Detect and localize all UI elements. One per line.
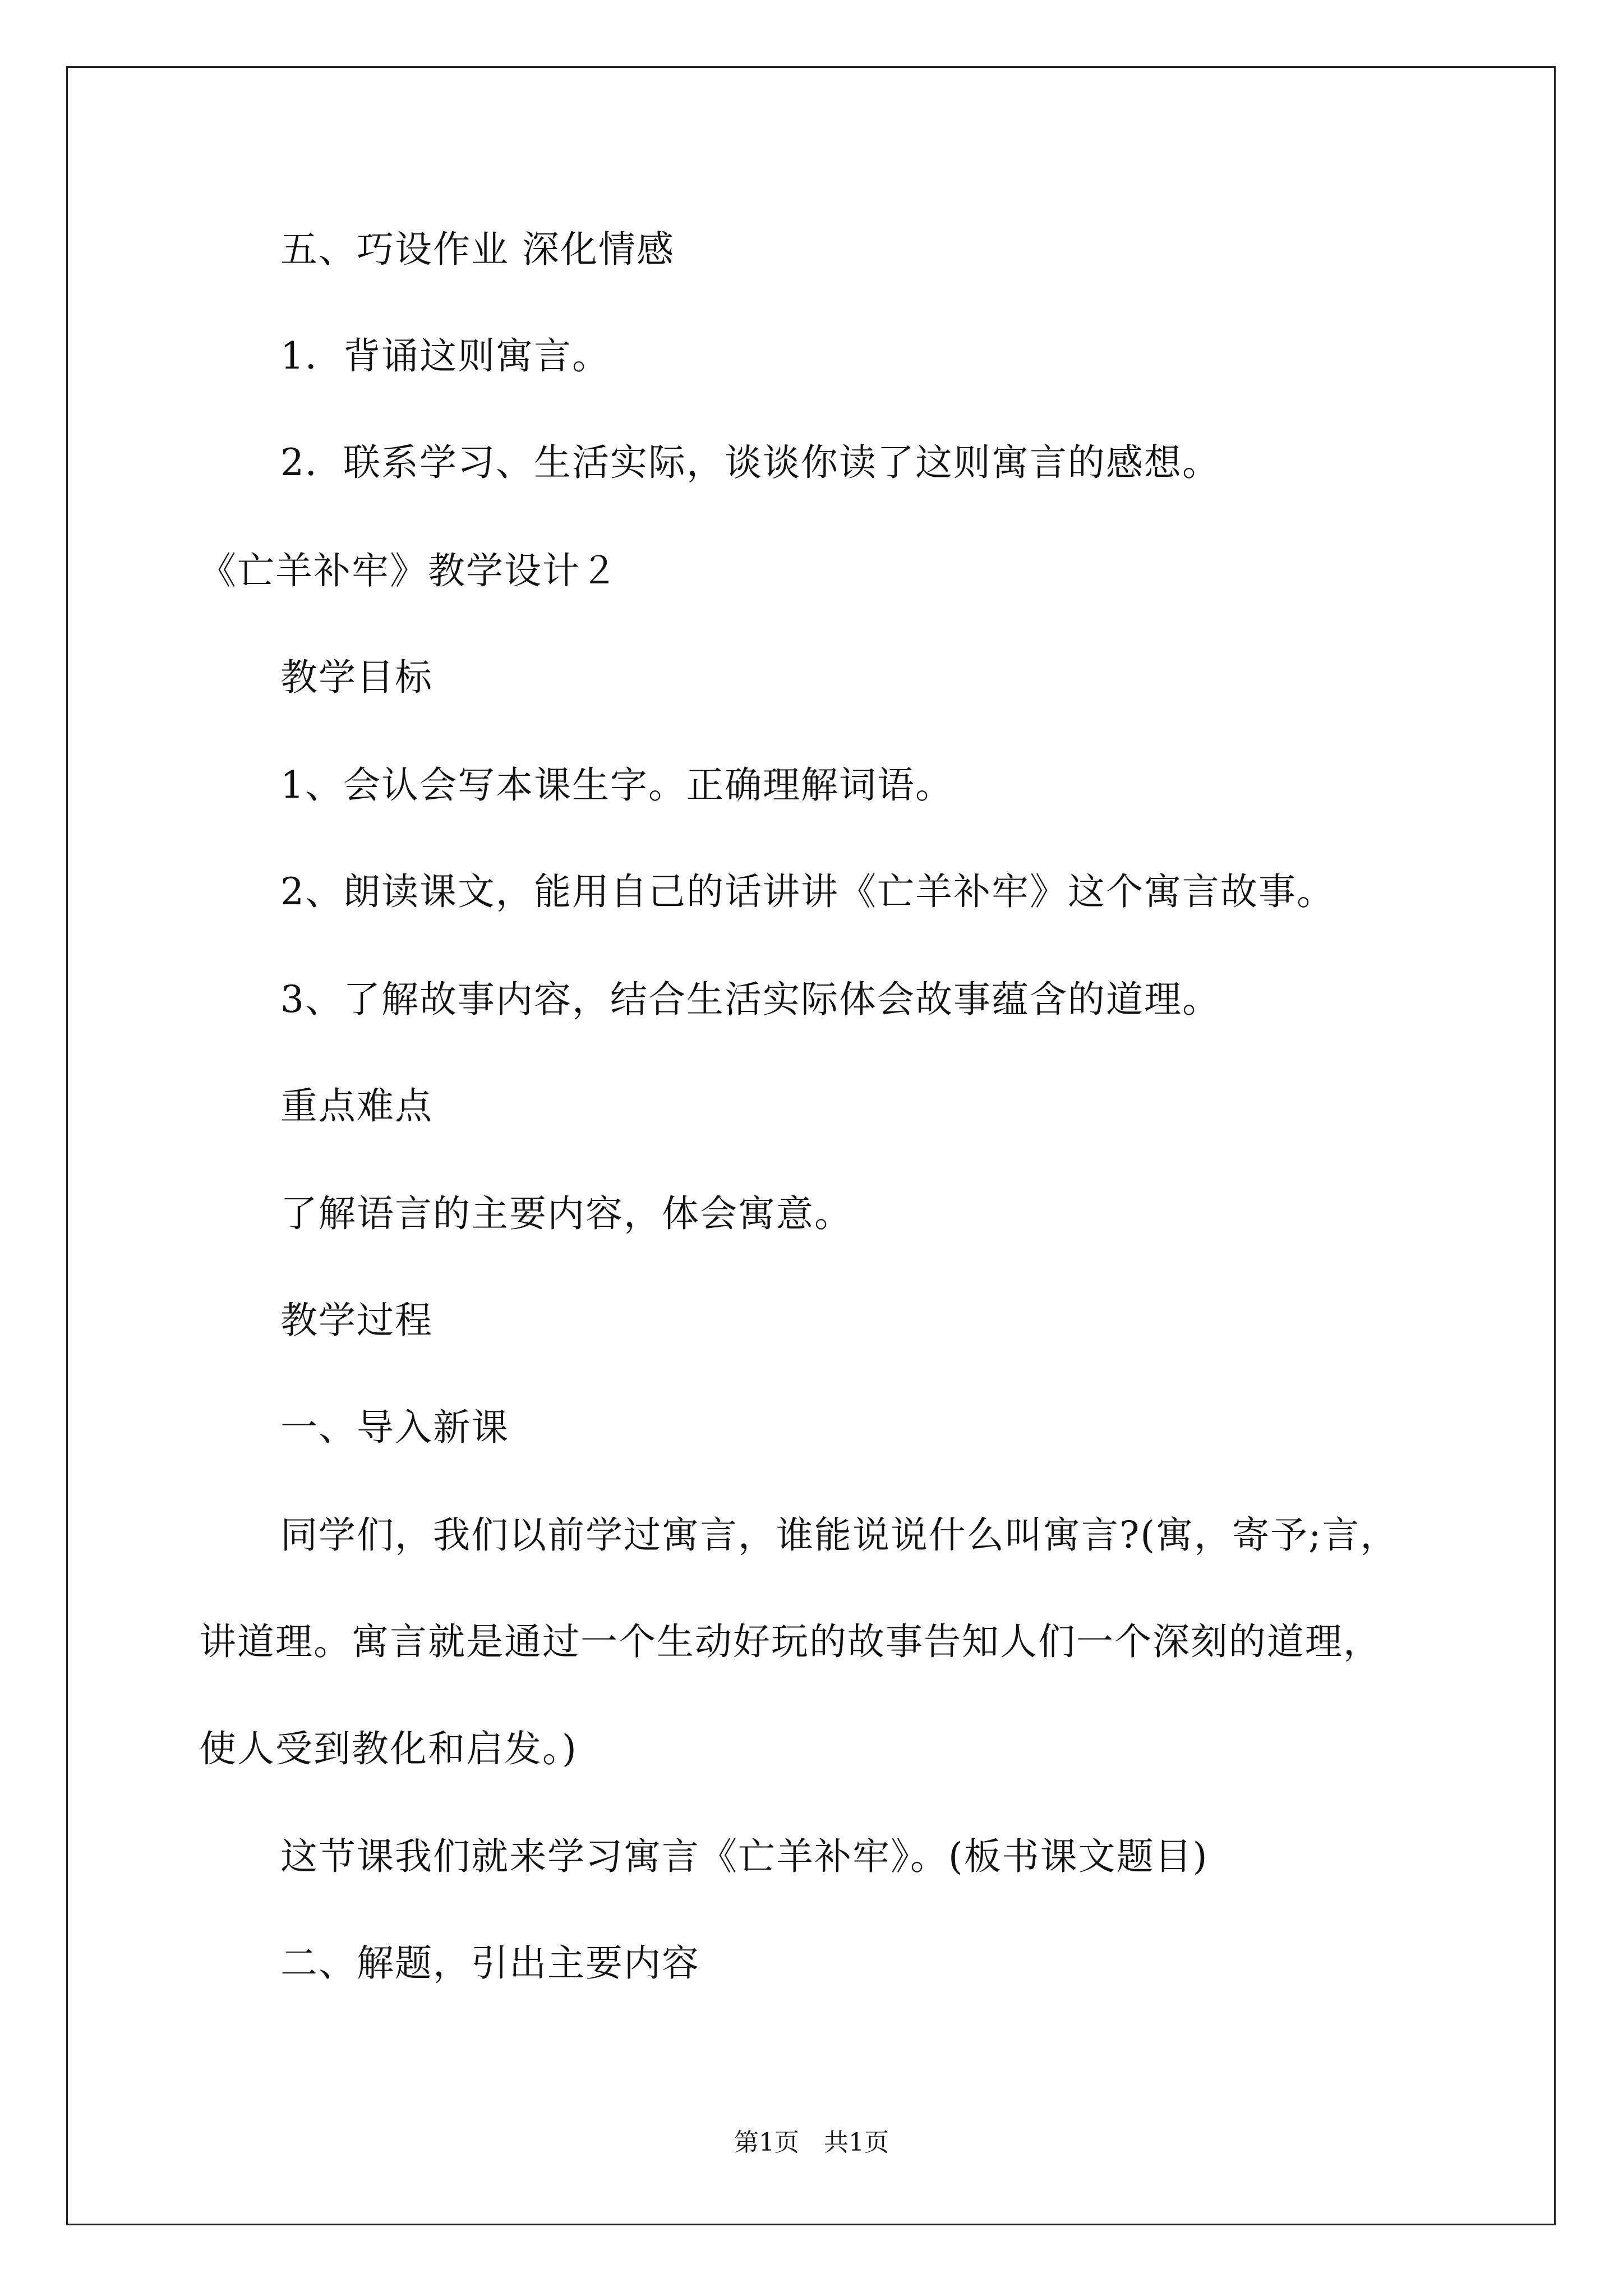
goal-item-3: 3、了解故事内容，结合生活实际体会故事蕴含的道理。 — [280, 978, 1220, 1021]
goal-item-2: 2、朗读课文，能用自己的话讲讲《亡羊补牢》这个寓言故事。 — [280, 870, 1335, 913]
heading-introduction: 一、导入新课 — [280, 1406, 509, 1449]
list-item-reflection: 2．联系学习、生活实际，谈谈你读了这则寓言的感想。 — [280, 441, 1220, 484]
paragraph-line-1: 同学们，我们以前学过寓言，谁能说说什么叫寓言?(寓，寄予;言， — [280, 1513, 1399, 1557]
page-border — [66, 66, 1556, 2225]
heading-teaching-process: 教学过程 — [280, 1299, 433, 1342]
section-heading-homework: 五、巧设作业 深化情感 — [280, 228, 675, 271]
paragraph-board-title: 这节课我们就来学习寓言《亡羊补牢》。(板书课文题目) — [280, 1835, 1209, 1878]
heading-explain-title: 二、解题，引出主要内容 — [280, 1941, 700, 1985]
key-points-text: 了解语言的主要内容，体会寓意。 — [280, 1192, 852, 1235]
page-number-footer: 第1页 共1页 — [734, 2128, 889, 2157]
heading-key-points: 重点难点 — [280, 1084, 433, 1128]
paragraph-line-2: 讲道理。寓言就是通过一个生动好玩的故事告知人们一个深刻的道理， — [199, 1620, 1381, 1663]
paragraph-line-3: 使人受到教化和启发。) — [199, 1727, 578, 1770]
goal-item-1: 1、会认会写本课生字。正确理解词语。 — [280, 763, 953, 807]
list-item-recite: 1．背诵这则寓言。 — [280, 334, 610, 378]
document-title: 《亡羊补牢》教学设计２ — [199, 549, 619, 592]
heading-teaching-goals: 教学目标 — [280, 656, 433, 699]
